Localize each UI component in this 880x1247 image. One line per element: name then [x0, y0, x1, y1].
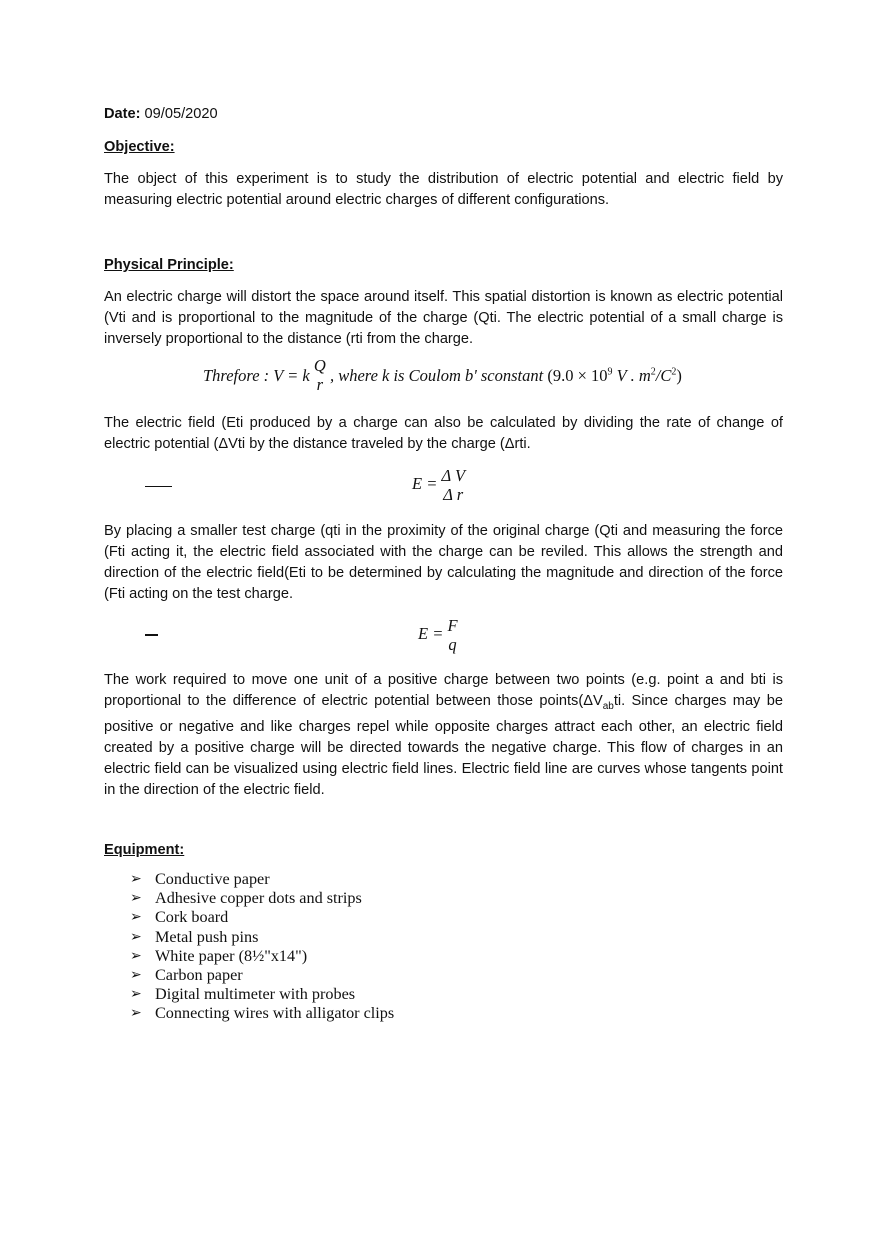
principle-paragraph-2: The electric field (Eti produced by a charge can also be calculated by dividing the rate of change of electric potential (ΔVti by the distance traveled by the charge (Δrti.	[104, 415, 783, 452]
fraction-q-over-r: Q r	[313, 356, 326, 394]
list-item: ➢ White paper (8½"x14")	[130, 946, 308, 965]
list-item: ➢ Conductive paper	[130, 870, 270, 888]
list-item: ➢ Connecting wires with alligator clips	[130, 1004, 395, 1023]
date-line	[104, 104, 783, 125]
arrow-bullet-icon: ➢	[130, 910, 142, 926]
equipment-heading: Equipment:	[104, 842, 185, 858]
arrow-bullet-icon: ➢	[130, 891, 142, 907]
date-label: Date:	[104, 106, 141, 122]
equation-field-force: E = F q	[418, 616, 458, 654]
list-item: ➢ Cork board	[130, 908, 229, 927]
principle-paragraph-1: An electric charge will distort the space around itself. This spatial distortion is known as electric potential (Vti and is proportional to the magnitude of the charge (Qti. The electric potential of a small charge is inversely proportional to the distance (rti from the charge.	[104, 289, 783, 347]
objective-heading: Objective:	[104, 139, 175, 155]
equation-potential: Threfore : V = k Q r , where k is Coulom b' sconstant ($9.0 \times 10^9$ V . $m^2/C^2$)	[203, 356, 682, 394]
principle-paragraph-4: The work required to move one unit of a positive charge between two points (e.g. point a and bti is proportional to the difference of electric potential between those $points(\Delta V_{ab}ti$. Since charges may be positive or negative and like charges repel while opposite charges attract each other, an electric field created by a positive charge will be directed towards the negative charge. This flow of charges in an electric field can be visualized using electric field lines. Electric field line are curves whose tangents point in the direction of the electric field.	[104, 672, 783, 798]
fraction-f-over-q: F q	[447, 616, 458, 654]
list-item: ➢ Metal push pins	[130, 927, 259, 946]
equation-field-gradient: E = Δ V Δ r	[412, 466, 466, 504]
equation-rule-2	[145, 634, 158, 636]
list-item: ➢ Carbon paper	[130, 966, 243, 985]
equipment-list	[130, 870, 394, 1024]
arrow-bullet-icon: ➢	[130, 968, 142, 984]
equation-rule-1	[145, 486, 172, 487]
principle-heading: Physical Principle:	[104, 257, 234, 273]
arrow-bullet-icon: ➢	[130, 1006, 142, 1022]
arrow-bullet-icon: ➢	[130, 929, 142, 945]
date-value: 09/05/2020	[140, 106, 218, 122]
list-item: ➢ Adhesive copper dots and strips	[130, 889, 362, 908]
fraction-dv-over-dr: Δ V Δ r	[441, 466, 466, 504]
principle-paragraph-3: By placing a smaller test charge (qti in the proximity of the original charge (Qti and measuring the force (Fti acting it, the electric field associated with the charge can be reviled. This allows the strength and direction of the electric field(Eti to be determined by calculating the magnitude and direction of the force (Fti acting on the test charge.	[104, 523, 783, 602]
arrow-bullet-icon: ➢	[130, 987, 142, 1003]
arrow-bullet-icon: ➢	[130, 948, 142, 964]
list-item: ➢ Digital multimeter with probes	[130, 985, 356, 1004]
objective-text: The object of this experiment is to study the distribution of electric potential and electric field by measuring electric potential around electric charges of different configurations.	[104, 171, 783, 208]
arrow-bullet-icon: ➢	[130, 872, 142, 887]
